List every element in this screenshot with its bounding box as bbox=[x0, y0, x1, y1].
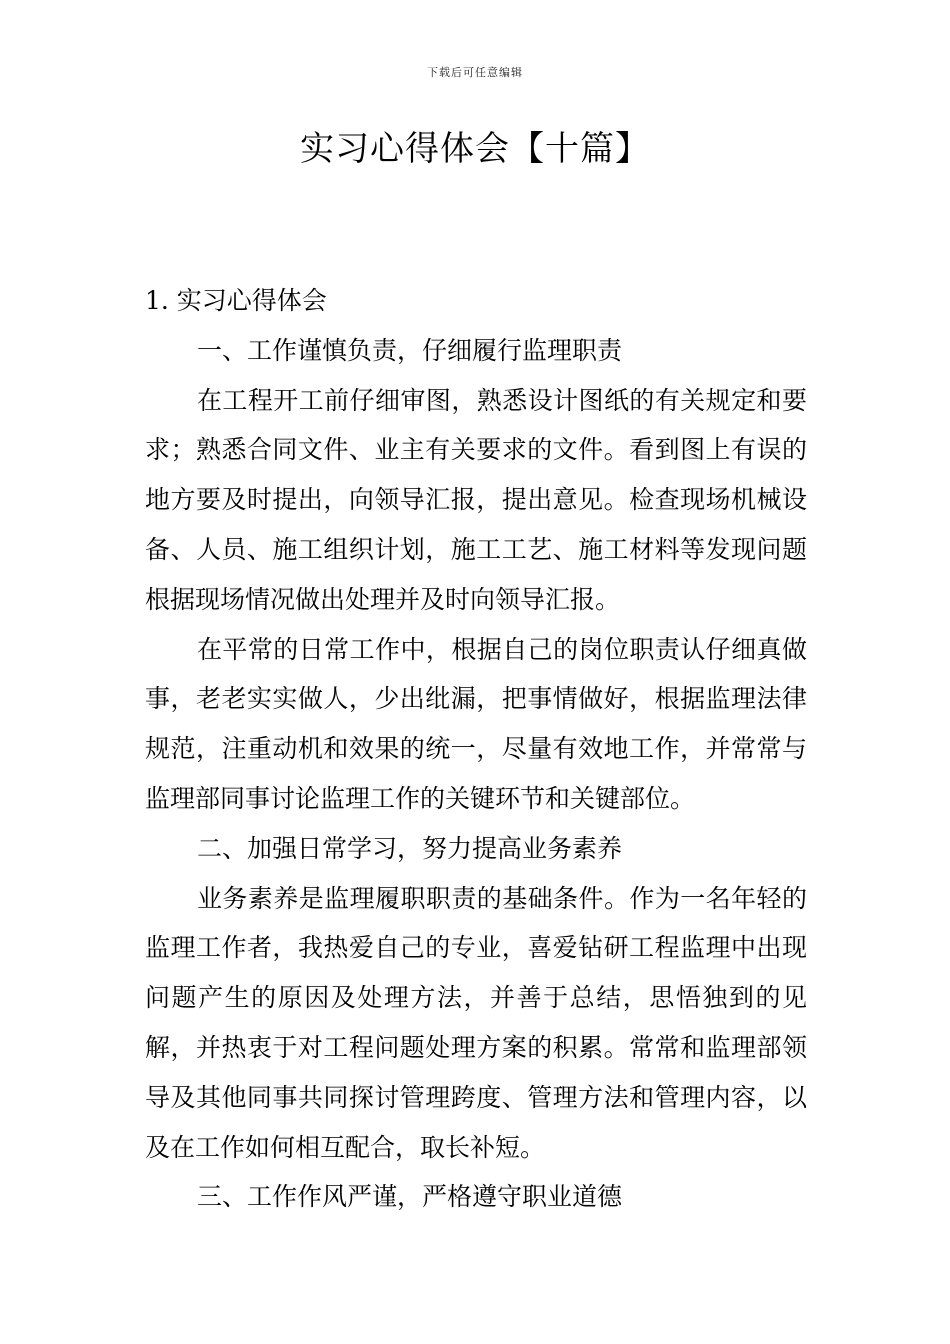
subheading-3: 三、工作作风严谨，严格遵守职业道德 bbox=[197, 1182, 623, 1212]
document-body bbox=[145, 276, 807, 1222]
subheading-2: 二、加强日常学习，努力提高业务素养 bbox=[197, 833, 623, 863]
page-header-note: 下载后可任意编辑 bbox=[427, 66, 523, 79]
subheading-1: 一、工作谨慎负责，仔细履行监理职责 bbox=[197, 335, 623, 365]
document-title: 实习心得体会【十篇】 bbox=[300, 129, 650, 169]
paragraph-1: 在工程开工前仔细审图，熟悉设计图纸的有关规定和要求；熟悉合同文件、业主有关要求的文件。看到图上有误的地方要及时提出，向领导汇报，提出意见。检查现场机械设备、人员、施工组织计划，施工工艺、施工材料等发现问题根据现场情况做出处理并及时向领导汇报。 bbox=[145, 385, 807, 614]
paragraph-3: 业务素养是监理履职职责的基础条件。作为一名年轻的监理工作者，我热爱自己的专业，喜爱钻研工程监理中出现问题产生的原因及处理方法，并善于总结，思悟独到的见解，并热衷于对工程问题处理方案的积累。常常和监理部领导及其他同事共同探讨管理跨度、管理方法和管理内容，以及在工作如何相互配合，取长补短。 bbox=[145, 883, 807, 1162]
paragraph-2: 在平常的日常工作中，根据自己的岗位职责认仔细真做事，老老实实做人，少出纰漏，把事情做好，根据监理法律规范，注重动机和效果的统一，尽量有效地工作，并常常与监理部同事讨论监理工作的关键环节和关键部位。 bbox=[145, 634, 807, 813]
section-heading: 1. 实习心得体会 bbox=[145, 286, 327, 315]
